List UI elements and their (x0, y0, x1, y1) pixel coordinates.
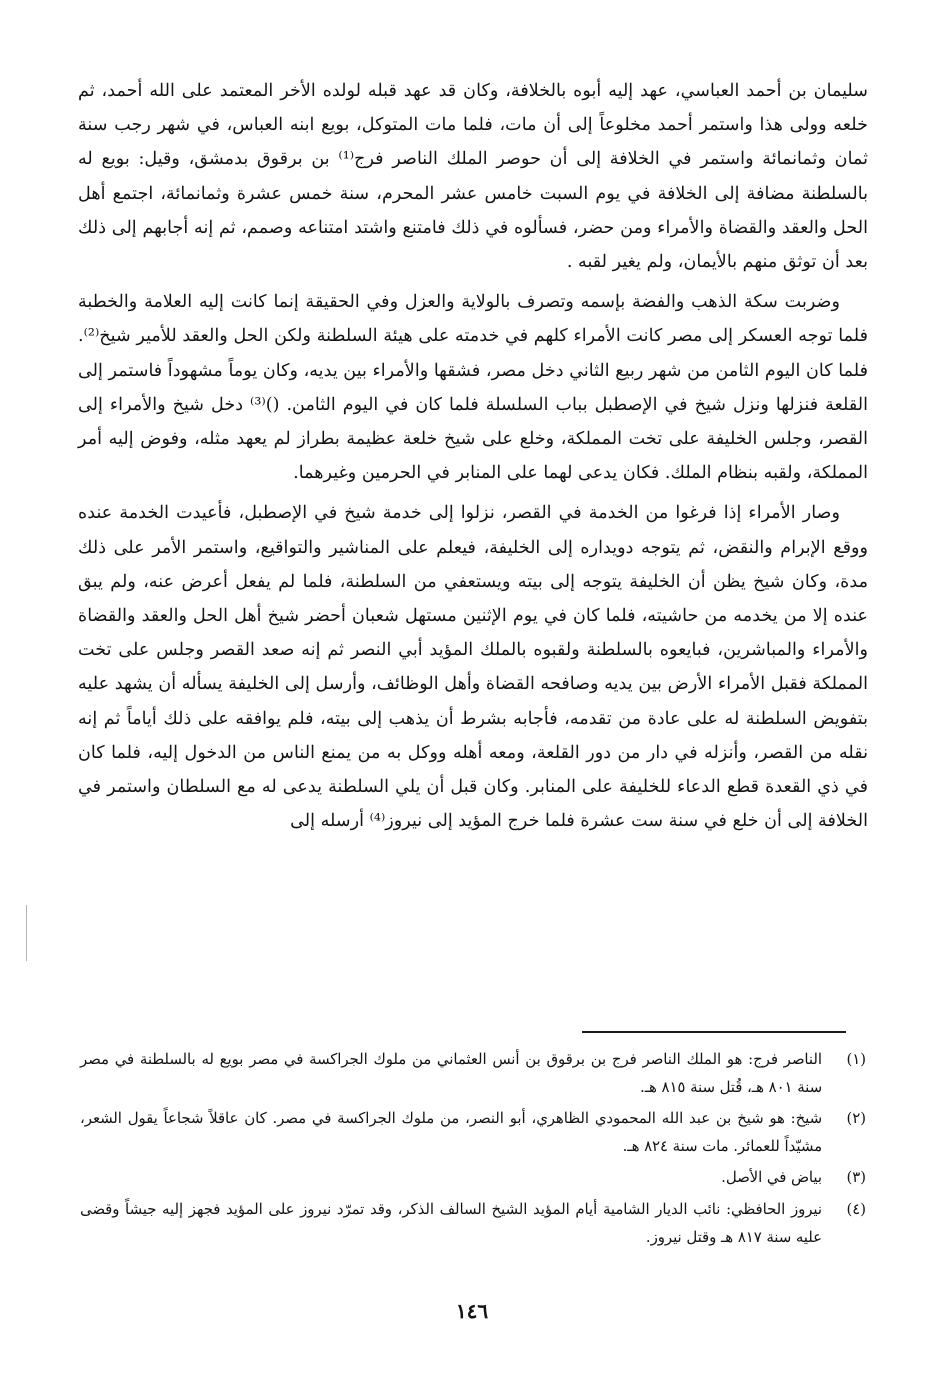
footnote-3 (80, 1164, 866, 1192)
footnote-number: (١) (846, 1051, 866, 1068)
footnote-text: شيخ: هو شيخ بن عبد الله المحمودي الظاهري، أبو النصر، من ملوك الجراكسة في مصر. كان عاقلاً شجاعاً يقول الشعر، مشيّداً للعمائر. مات سنة ٨٢٤ هـ. (80, 1110, 822, 1155)
footnote-4 (80, 1196, 866, 1251)
footnote-2 (80, 1105, 866, 1160)
page-number: ١٤٦ (455, 1299, 489, 1323)
footnote-separator (582, 1031, 846, 1033)
main-text (78, 74, 868, 844)
footnote-1 (80, 1046, 866, 1101)
footnote-text: بياض في الأصل. (721, 1169, 822, 1187)
footnote-number: (٤) (846, 1200, 866, 1218)
footnote-text: نيروز الحافظي: نائب الديار الشامية أيام المؤيد الشيخ السالف الذكر، وقد تمرّد نيروز على المؤيد فجهز إليه جيشاً وقضى عليه سنة ٨١٧ هـ وقتل نيروز. (80, 1200, 822, 1246)
footnote-number: (٢) (846, 1110, 866, 1128)
paragraph-2: وضربت سكة الذهب والفضة بإسمه وتصرف بالولاية والعزل وفي الحقيقة إنما كانت إليه العلامة والخطبة فلما توجه العسكر إلى مصر كانت الأمراء كلهم في خدمته على هيئة السلطنة ولكن الحل والعقد للأمير شيخ⁽²⁾. فلما كان اليوم الثامن من شهر ربيع الثاني دخل مصر، فشقها والأمراء بين يديه، وكان يوماً مشهوداً فاستمر إلى القلعة فنزلها ونزل شيخ في الإصطبل بباب السلسلة فلما كان في اليوم الثامن. ()⁽³⁾ دخل شيخ والأمراء إلى القصر، وجلس الخليفة على تخت المملكة، وخلع على شيخ خلعة عظيمة بطراز لم يعهد مثله، وفوض إليه أمر المملكة، ولقبه بنظام الملك. فكان يدعى لهما على المنابر في الحرمين وغيرهما. (78, 292, 868, 484)
paragraph-1: سليمان بن أحمد العباسي، عهد إليه أبوه بالخلافة، وكان قد عهد قبله لولده الأخر المعتمد على الله أحمد، ثم خلعه وولى هذا واستمر أحمد مخلوعاً إلى أن مات، فلما مات المتوكل، بويع ابنه العباس، في شهر رجب سنة ثمان وثمانمائة واستمر في الخلافة إلى أن حوصر الملك الناصر فرج⁽¹⁾ بن برقوق بدمشق، وقيل: بويع له بالسلطنة مضافة إلى الخلافة في يوم السبت خامس عشر المحرم، سنة خمس عشرة وثمانمائة، اجتمع أهل الحل والعقد والقضاة والأمراء ومن حضر، فسألوه في ذلك فامتنع واشتد امتناعه وصمم، ثم إنه أجابهم إلى ذلك بعد أن توثق منهم بالأيمان، ولم يغير لقبه . (78, 81, 869, 273)
scan-edge-mark (26, 905, 27, 961)
footnote-text: الناصر فرج: هو الملك الناصر فرج بن برقوق بن أنس العثماني من ملوك الجراكسة في مصر بويع له بالسلطنة في مصر سنة ٨٠١ هـ، قُتل سنة ٨١٥ هـ. (80, 1051, 822, 1096)
footnote-number: (٣) (846, 1169, 866, 1187)
footnotes (80, 1046, 866, 1255)
paragraph-3: وصار الأمراء إذا فرغوا من الخدمة في القصر، نزلوا إلى خدمة شيخ في الإصطبل، فأعيدت الخدمة عنده ووقع الإبرام والنقض، ثم يتوجه دويداره إلى الخليفة، فيعلم على المناشير والتواقيع، واستمر الأمر على ذلك مدة، وكان شيخ يظن أن الخليفة يتوجه إلى بيته ويستعفي من السلطنة، فلما لم يفعل أعرض عنه، ولم يبق عنده إلا من يخدمه من حاشيته، فلما كان في يوم الإثنين مستهل شعبان أحضر شيخ أهل الحل والعقد والقضاة والأمراء والمباشرين، فبايعوه بالسلطنة ولقبوه بالملك المؤيد أبي النصر ثم إنه صعد القصر وجلس على تخت المملكة فقبل الأمراء الأرض بين يديه وصافحه القضاة وأهل الوظائف، وأرسل إلى الخليفة يسأله أن يشهد عليه بتفويض السلطنة له على عادة من تقدمه، فأجابه بشرط أن يذهب إلى بيته، فلم يوافقه على ذلك أياماً ثم إنه نقله من القصر، وأنزله في دار من دور القلعة، ومعه أهله ووكل به من يمنع الناس من الدخول إليه، فلما كان في ذي القعدة قطع الدعاء للخليفة على المنابر. وكان قبل أن يلي السلطنة يدعى له مع السلطان واستمر في الخلافة إلى أن خلع في سنة ست عشرة فلما خرج المؤيد إلى نيروز⁽⁴⁾ أرسله إلى (78, 503, 868, 832)
